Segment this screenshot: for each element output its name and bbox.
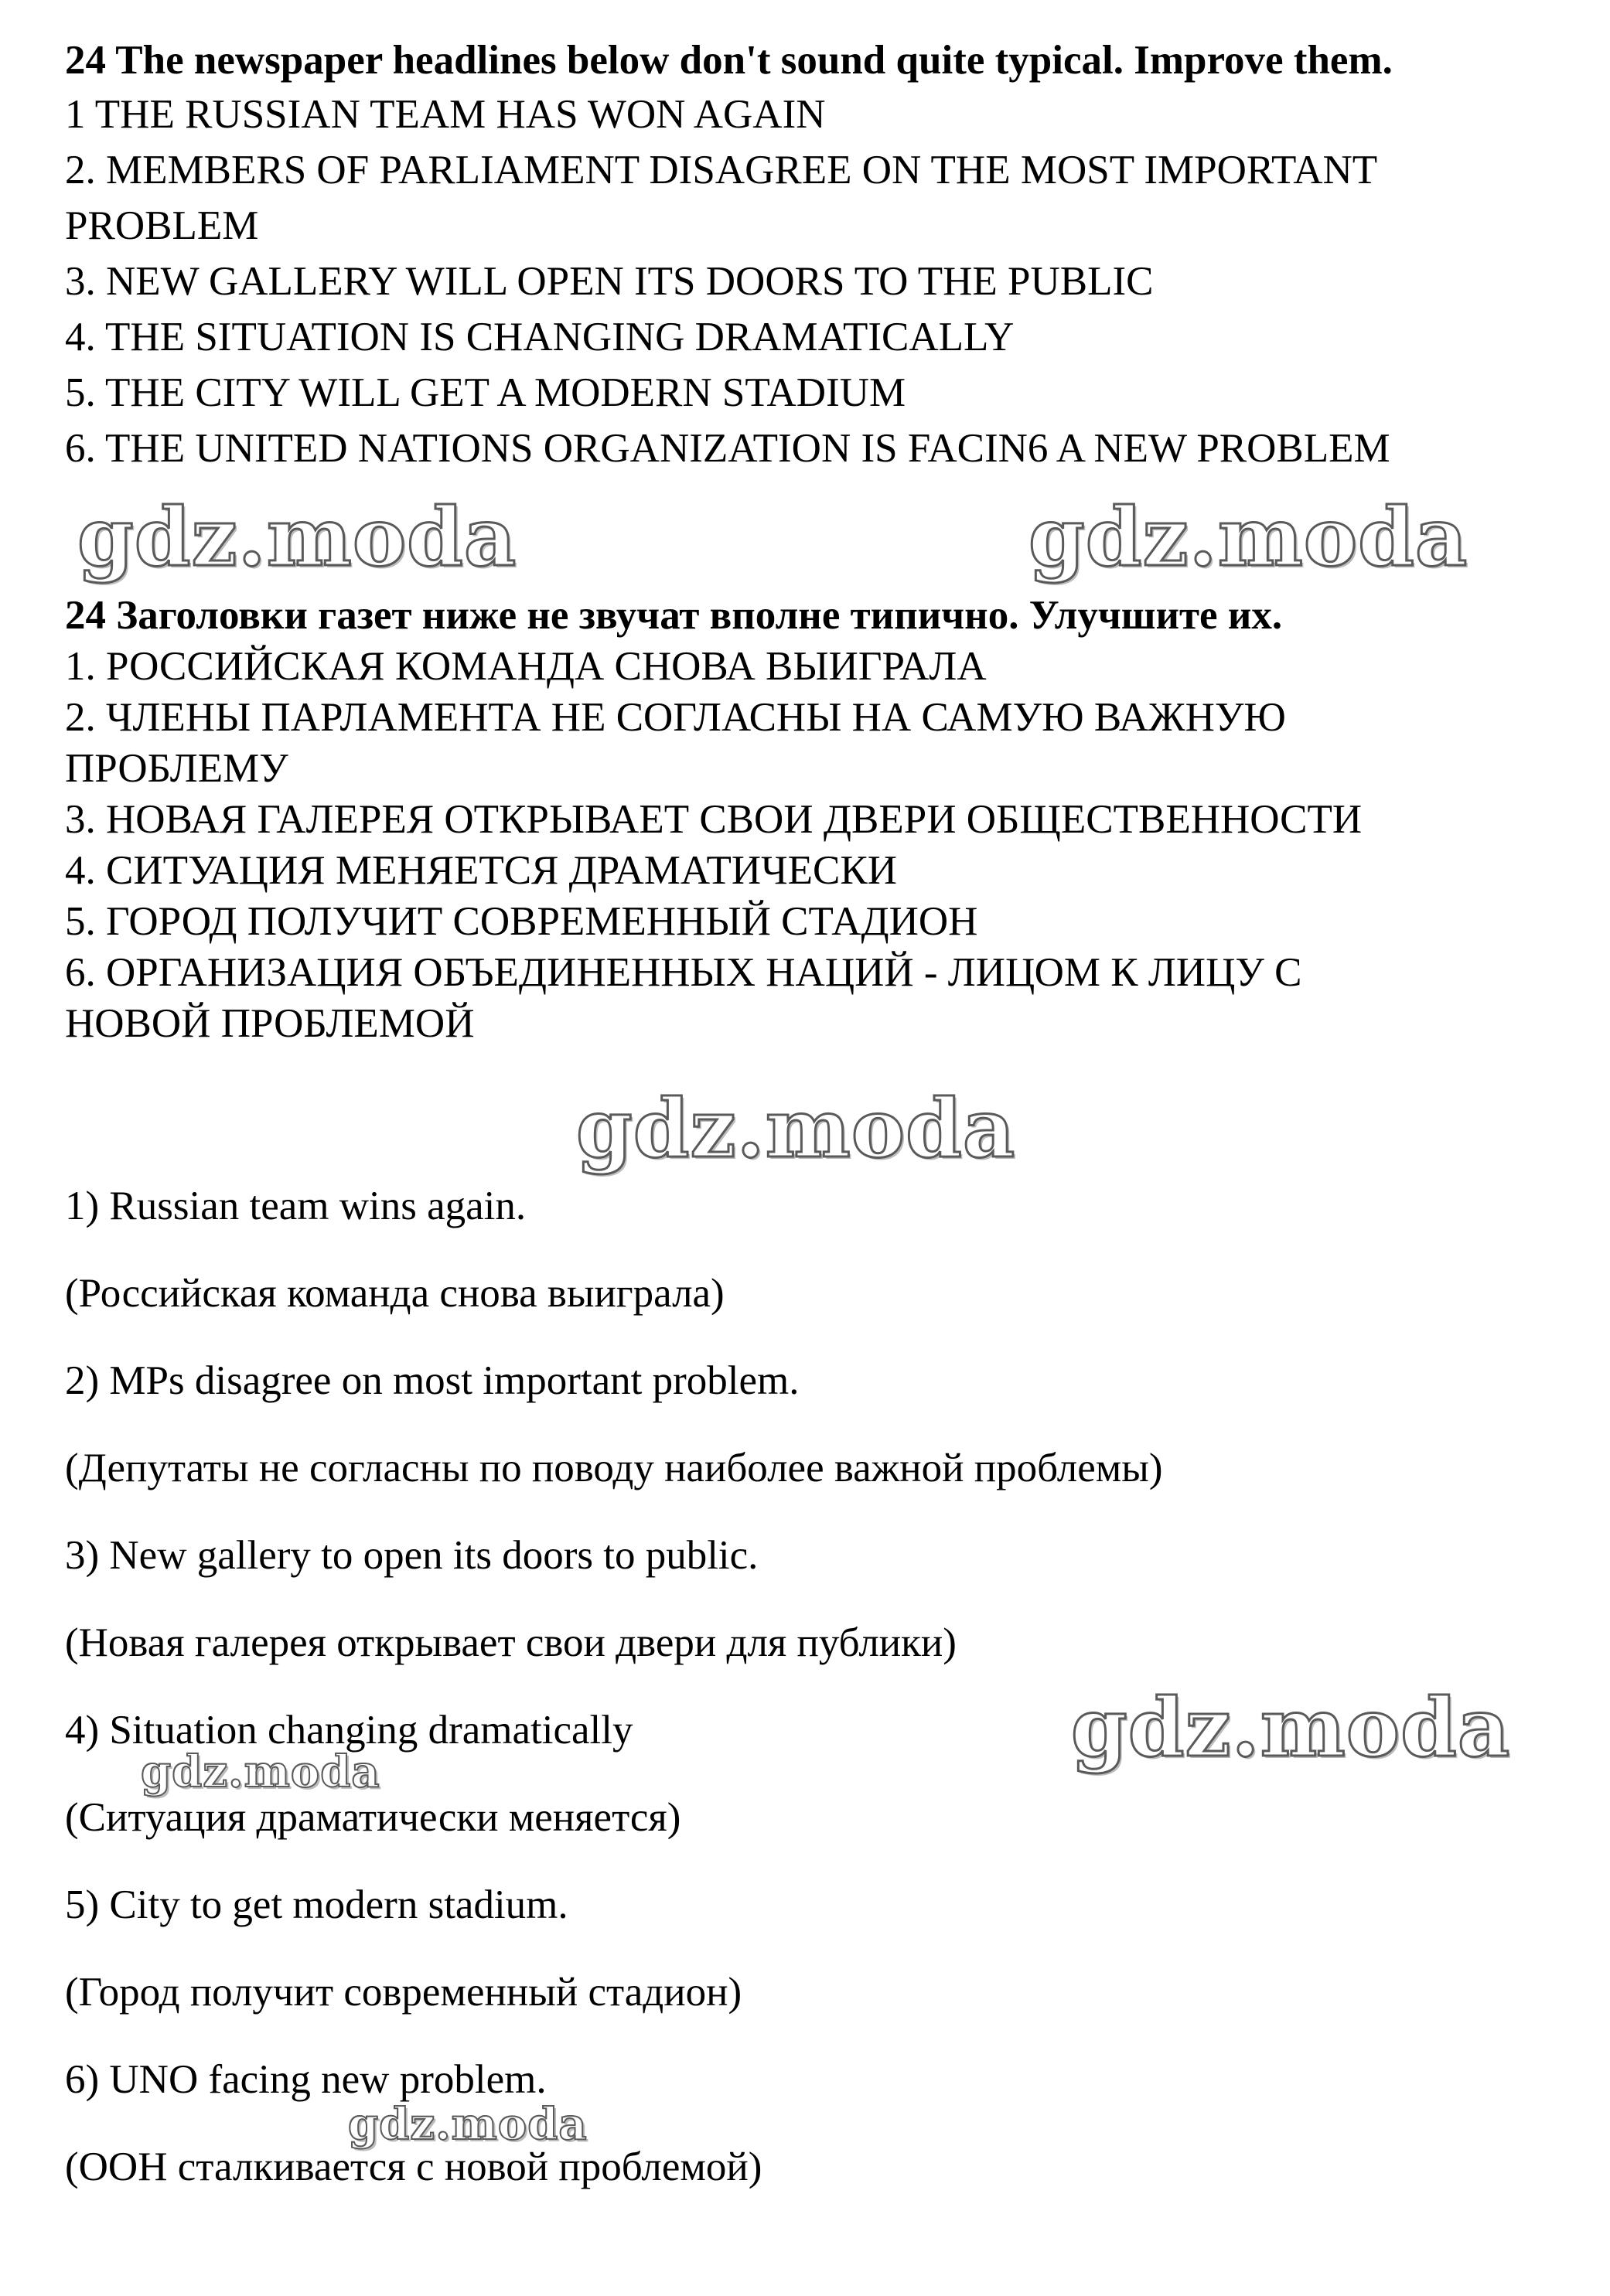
- exercise-ru-line-3: 3. НОВАЯ ГАЛЕРЕЯ ОТКРЫВАЕТ СВОИ ДВЕРИ ОБЩЕСТВЕННОСТИ: [65, 797, 1363, 842]
- exercise-en-line-4: 4. THE SITUATION IS CHANGING DRAMATICALLY: [65, 315, 1015, 359]
- answer-4: 4) Situation changing dramatically: [65, 1708, 633, 1753]
- answer-2-translation: (Депутаты не согласны по поводу наиболее важной проблемы): [65, 1446, 1163, 1490]
- answer-3: 3) New gallery to open its doors to public.: [65, 1533, 759, 1578]
- answer-1: 1) Russian team wins again.: [65, 1184, 527, 1228]
- answer-5-translation: (Город получит современный стадион): [65, 1970, 742, 2015]
- exercise-en-line-2: 2. MEMBERS OF PARLIAMENT DISAGREE ON THE MOST IMPORTANT: [65, 148, 1378, 192]
- answer-6-translation: (ООН сталкивается с новой проблемой): [65, 2144, 762, 2189]
- answer-3-translation: (Новая галерея открывает свои двери для публики): [65, 1620, 957, 1665]
- exercise-ru-title: 24 Заголовки газет ниже не звучат вполне типично. Улучшите их.: [65, 593, 1283, 638]
- exercise-ru-line-2-cont: ПРОБЛЕМУ: [65, 746, 288, 791]
- answer-4-translation: (Ситуация драматически меняется): [65, 1795, 681, 1840]
- answer-5: 5) City to get modern stadium.: [65, 1882, 568, 1927]
- exercise-ru-line-4: 4. СИТУАЦИЯ МЕНЯЕТСЯ ДРАМАТИЧЕСКИ: [65, 848, 897, 893]
- exercise-en-line-5: 5. THE CITY WILL GET A MODERN STADIUM: [65, 370, 906, 415]
- answer-1-translation: (Российская команда снова выиграла): [65, 1271, 725, 1316]
- watermark-3: gdz.moda: [576, 1081, 1016, 1176]
- answer-2: 2) MPs disagree on most important problem.: [65, 1358, 800, 1403]
- exercise-ru-line-6: 6. ОРГАНИЗАЦИЯ ОБЪЕДИНЕННЫХ НАЦИЙ - ЛИЦОМ К ЛИЦУ С: [65, 950, 1302, 995]
- exercise-ru-line-2: 2. ЧЛЕНЫ ПАРЛАМЕНТА НЕ СОГЛАСНЫ НА САМУЮ ВАЖНУЮ: [65, 695, 1286, 740]
- exercise-en-line-1: 1 THE RUSSIAN TEAM HAS WON AGAIN: [65, 92, 826, 137]
- exercise-en-line-6: 6. THE UNITED NATIONS ORGANIZATION IS FACIN6 A NEW PROBLEM: [65, 426, 1390, 471]
- exercise-en-line-3: 3. NEW GALLERY WILL OPEN ITS DOORS TO THE PUBLIC: [65, 259, 1154, 304]
- exercise-en-title: 24 The newspaper headlines below don't sound quite typical. Improve them.: [65, 38, 1393, 83]
- watermark-1: gdz.moda: [77, 489, 517, 584]
- watermark-2: gdz.moda: [1028, 489, 1468, 584]
- watermark-6: gdz.moda: [348, 2099, 588, 2150]
- watermark-4: gdz.moda: [1071, 1680, 1511, 1775]
- exercise-ru-line-5: 5. ГОРОД ПОЛУЧИТ СОВРЕМЕННЫЙ СТАДИОН: [65, 899, 978, 944]
- exercise-ru-line-1: 1. РОССИЙСКАЯ КОМАНДА СНОВА ВЫИГРАЛА: [65, 644, 987, 689]
- exercise-ru-line-6-cont: НОВОЙ ПРОБЛЕМОЙ: [65, 1001, 475, 1046]
- watermark-5: gdz.moda: [141, 1746, 380, 1797]
- exercise-en-line-2-cont: PROBLEM: [65, 203, 259, 248]
- answer-6: 6) UNO facing new problem.: [65, 2057, 547, 2102]
